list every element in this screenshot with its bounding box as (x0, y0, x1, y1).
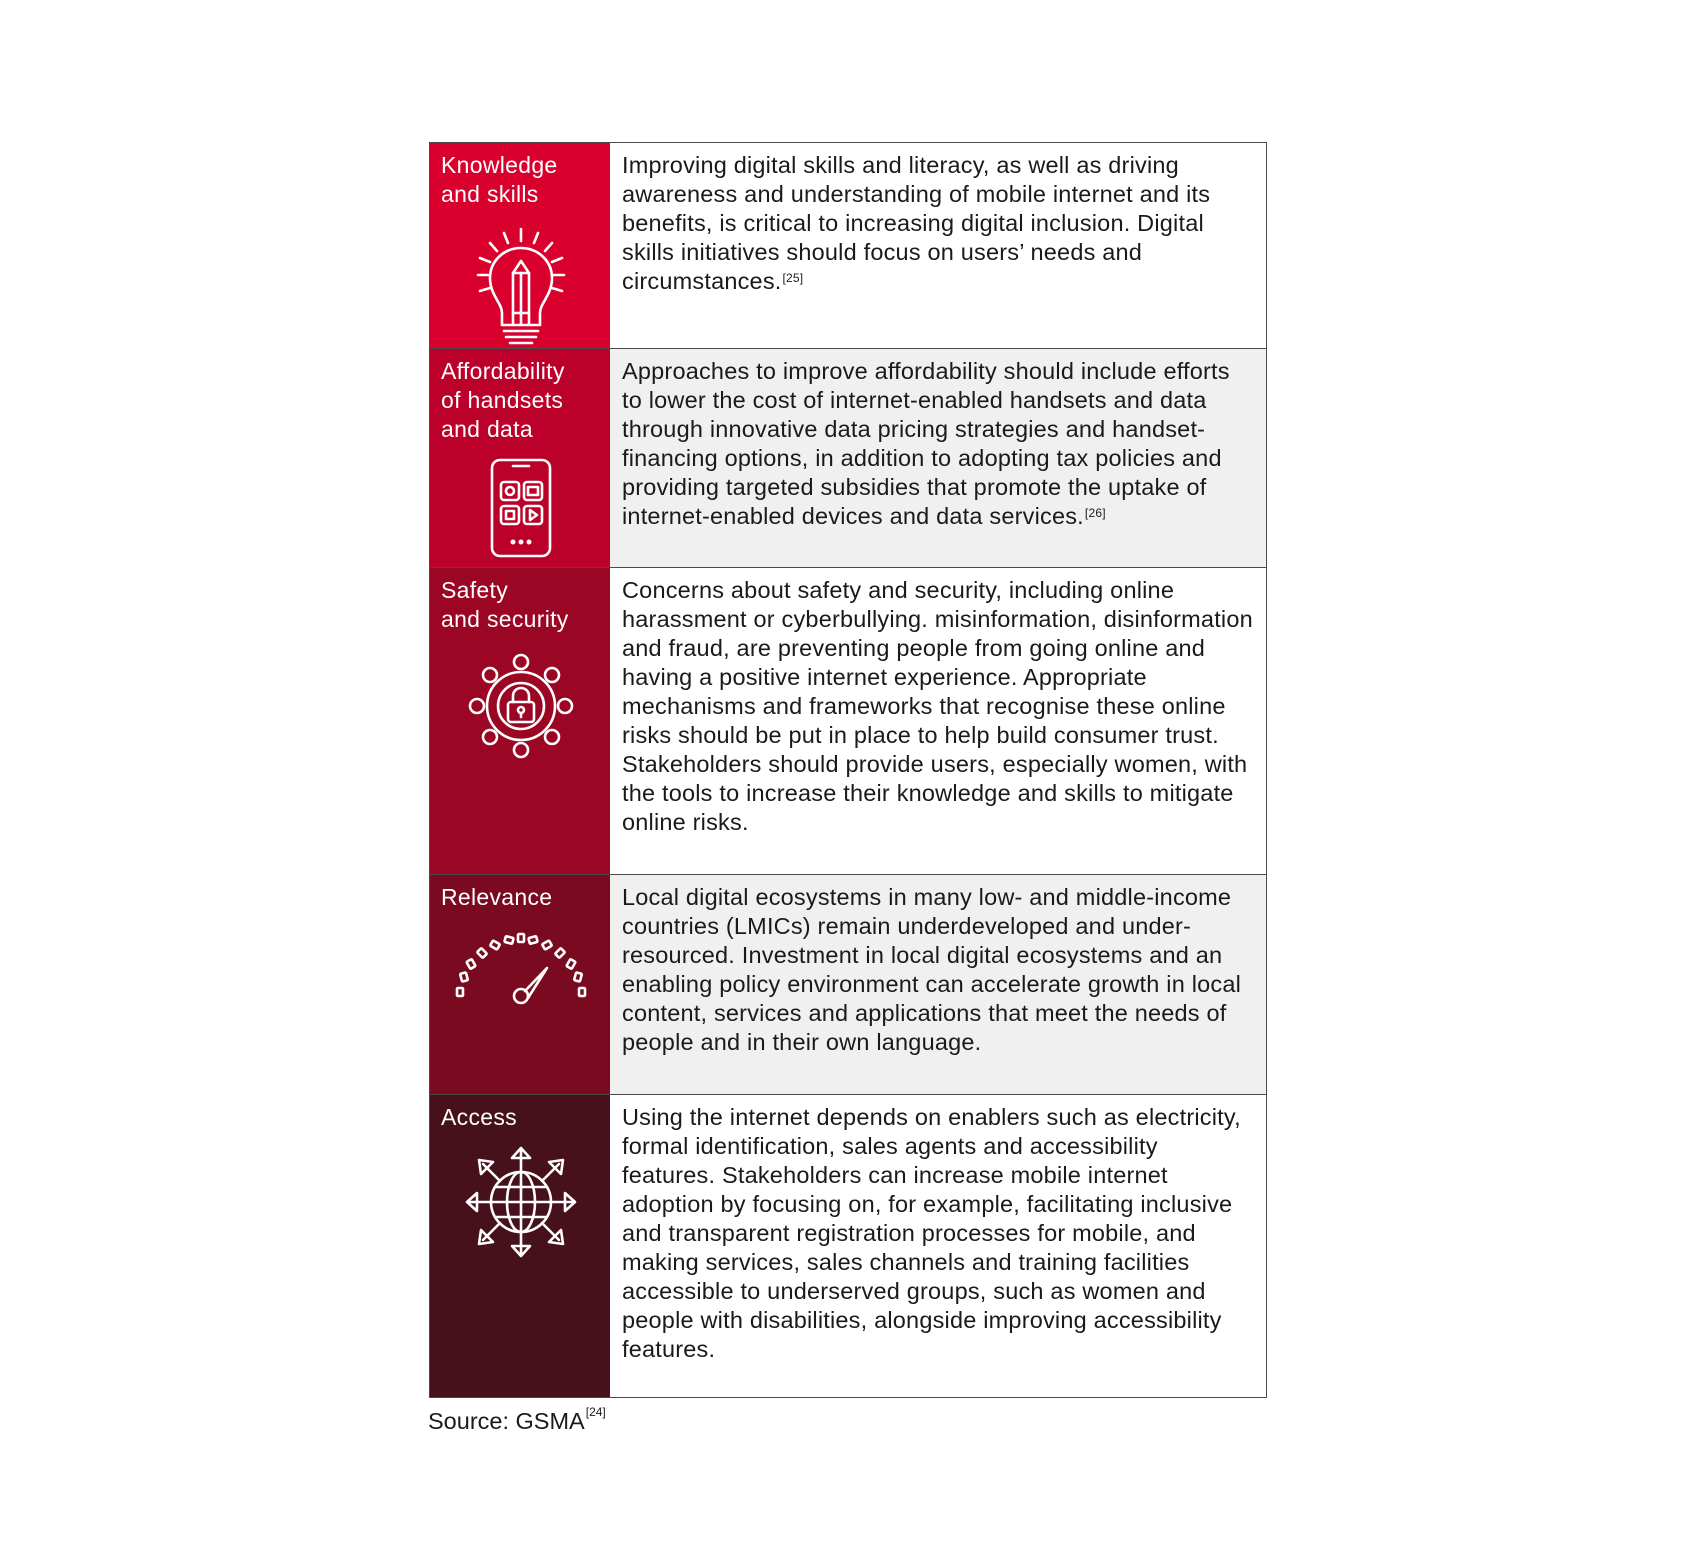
barriers-table (429, 142, 1267, 1398)
row-description: Using the internet depends on enablers such as electricity, formal identification, sales agents and accessibility features. Stakeholders can increase mobile internet adoption by focusing on, for example, facilitating inclusive and transparent registration processes for mobile, and making services, sales channels and training facilities accessible to underserved groups, such as women and people with disabilities, alongside improving accessibility features. (610, 1095, 1266, 1397)
table-row-safety (430, 567, 1266, 874)
table-row-relevance (430, 874, 1266, 1094)
row-label: Access (441, 1104, 517, 1130)
network-lock-icon (461, 646, 581, 766)
footnote-ref: [24] (585, 1405, 606, 1419)
smartphone-apps-icon (486, 456, 556, 560)
row-label: Affordability of handsets and data (441, 358, 565, 442)
row-label-cell (430, 349, 610, 567)
row-label: Safety and security (441, 577, 569, 632)
row-label-cell (430, 1095, 610, 1397)
table-row-affordability (430, 348, 1266, 567)
row-label-cell (430, 568, 610, 874)
row-description: Approaches to improve affordability should include efforts to lower the cost of internet-enabled handsets and data through innovative data pricing strategies and handset-financing options, in addition to adopting tax policies and providing targeted subsidies that promote the uptake of internet-enabled devices and data services.[26] (610, 349, 1266, 567)
source-caption: Source: GSMA[24] (428, 1405, 606, 1434)
row-description: Local digital ecosystems in many low- and middle-income countries (LMICs) remain underdeveloped and under-resourced. Investment in local digital ecosystems and an enabling policy environment can accelerate growth in local content, services and applications that meet the needs of people and in their own language. (610, 875, 1266, 1094)
row-label: Relevance (441, 884, 553, 910)
speedometer-icon (446, 922, 596, 1012)
globe-arrows-icon (459, 1140, 583, 1264)
row-description: Improving digital skills and literacy, as well as driving awareness and understanding of mobile internet and its benefits, is critical to increasing digital inclusion. Digital skills initiatives should focus on users’ needs and circumstances.[25] (610, 143, 1266, 348)
footnote-ref: [26] (1084, 506, 1106, 520)
table-row-access (430, 1094, 1266, 1397)
footnote-ref: [25] (782, 271, 804, 285)
row-label-cell (430, 875, 610, 1094)
row-label-cell (430, 143, 610, 348)
lightbulb-pencil-icon (466, 223, 576, 353)
table-row-knowledge (430, 143, 1266, 348)
row-description: Concerns about safety and security, including online harassment or cyberbullying. misinformation, disinformation and fraud, are preventing people from going online and having a positive internet experience. Appropriate mechanisms and frameworks that recognise these online risks should be put in place to help build consumer trust. Stakeholders should provide users, especially women, with the tools to increase their knowledge and skills to mitigate online risks. (610, 568, 1266, 874)
row-label: Knowledge and skills (441, 152, 558, 207)
